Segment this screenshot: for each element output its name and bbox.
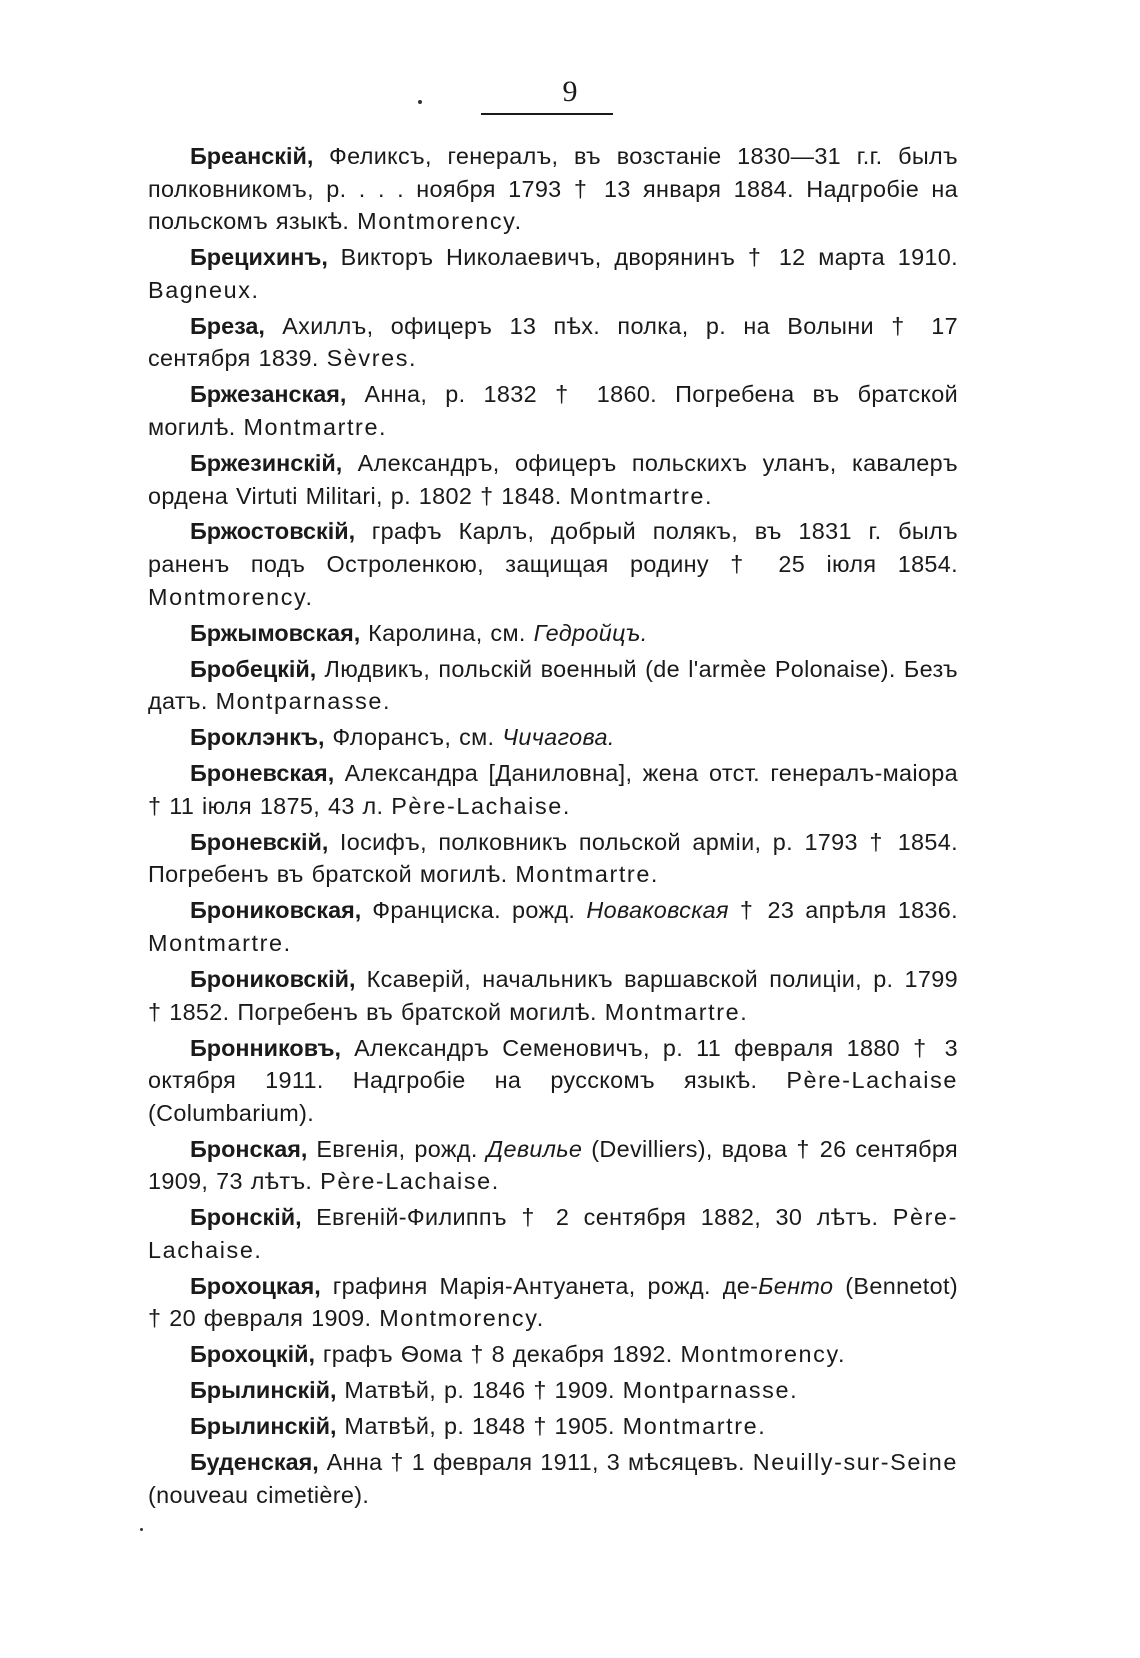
entry [148, 1410, 958, 1443]
entry-text: графиня Марія-Антуанета, рожд. де- [320, 1272, 759, 1299]
entry-cemetery: Montmartre. [515, 861, 660, 888]
entry-text: графъ Карлъ, добрый полякъ, въ 1831 г. былъ раненъ подъ Остроленкою, защищая родину † 25 іюля 1854. [148, 518, 958, 578]
entry [148, 515, 958, 613]
entry-maiden-name: Бенто [758, 1272, 834, 1299]
entry-cemetery: Montmartre. [622, 1413, 767, 1440]
print-speck [140, 1528, 143, 1531]
entry-headword: Брохоцкій, [190, 1341, 315, 1368]
entry-headword: Брецихинъ, [190, 244, 328, 271]
entry-text: † 23 апрѣля 1836. [728, 897, 958, 924]
entry-headword: Бржостовскій, [190, 518, 356, 545]
entry-text: графъ Ѳома † 8 декабря 1892. [314, 1341, 681, 1368]
entry-text: Викторъ Николаевичъ, дворянинъ † 12 марта 1910. [327, 244, 958, 271]
entry [148, 140, 958, 238]
entry-text: Александра [Даниловна], жена отст. генералъ-маіора † 11 іюля 1875, 43 л. [148, 760, 958, 819]
entry [148, 1133, 958, 1198]
entry [148, 1446, 958, 1511]
entry-maiden-name: Новаковская [586, 897, 729, 924]
entry-cemetery: Père-Lachaise. [148, 1204, 958, 1263]
entry-cemetery: Montmartre. [243, 413, 388, 440]
entry-text: (nouveau cimetière). [148, 1481, 370, 1508]
entry-headword: Брониковскій, [190, 965, 356, 992]
entry-cemetery: Montmorency. [680, 1341, 847, 1368]
entry [148, 378, 958, 443]
entry-cemetery: Sèvres. [326, 345, 418, 372]
entry-headword: Буденская, [190, 1449, 319, 1476]
entry [148, 1201, 958, 1266]
entry-headword: Бронниковъ, [190, 1034, 342, 1061]
entry-text: Матвѣй, р. 1848 † 1905. [336, 1413, 623, 1440]
entry-cross-reference: Чичагова. [502, 724, 615, 751]
entry-cemetery: Montparnasse. [215, 688, 392, 715]
entry [148, 447, 958, 512]
entry-headword: Брохоцкая, [190, 1272, 321, 1299]
entry [148, 721, 958, 754]
entry-cemetery: Père-Lachaise. [320, 1168, 500, 1195]
entry-headword: Брылинскій, [190, 1377, 337, 1404]
entry-cemetery: Montmartre. [148, 929, 292, 956]
entry-headword: Бреза, [190, 312, 265, 339]
entry-text: (Columbarium). [148, 1099, 315, 1126]
entry-headword: Броневская, [190, 760, 335, 787]
entry [148, 617, 958, 650]
entry-cemetery: Montmartre. [569, 482, 714, 509]
entry-cemetery: Neuilly-sur-Seine [752, 1449, 958, 1476]
entry-list [148, 140, 958, 1515]
entry-headword: Бробецкій, [190, 655, 317, 682]
entry-headword: Броневскій, [190, 828, 329, 855]
entry-text: Флорансъ, см. [324, 724, 503, 751]
entry-text: Александръ, офицеръ польскихъ уланъ, кавалеръ ордена Virtuti Militari, р. 1802 † 1848. [148, 449, 958, 509]
entry [148, 963, 958, 1028]
entry-text: Людвикъ, польскій военный (de l'armèe Polonaise). Безъ датъ. [148, 655, 958, 715]
print-speck [418, 100, 422, 104]
page-number: 9 [562, 75, 578, 108]
entry [148, 1270, 958, 1335]
entry-headword: Бржезинскій, [190, 449, 343, 476]
entry-headword: Бреанскій, [190, 143, 314, 169]
entry-text: Каролина, см. [360, 619, 534, 646]
entry-headword: Бронскій, [190, 1204, 302, 1231]
entry-cemetery: Montmorency. [148, 583, 314, 610]
entry-maiden-name: Девилье [486, 1135, 583, 1162]
entry-headword: Бржезанская, [190, 381, 347, 408]
entry-text: Анна, р. 1832 † 1860. Погребена въ братской могилѣ. [148, 381, 958, 440]
entry-cemetery: Montmartre. [604, 998, 749, 1025]
entry-headword: Броклэнкъ, [190, 724, 325, 751]
entry [148, 241, 958, 306]
entry-cemetery: Montparnasse. [622, 1377, 799, 1404]
entry-text: Матвѣй, р. 1846 † 1909. [336, 1377, 623, 1404]
entry-text: Іосифъ, полковникъ польской арміи, р. 1793 † 1854. Погребенъ въ братской могилѣ. [148, 828, 958, 888]
entry [148, 757, 958, 822]
entry-text: Евгеній-Филиппъ † 2 сентября 1882, 30 лѣтъ. [301, 1204, 893, 1231]
entry-headword: Брылинскій, [190, 1413, 337, 1440]
entry-cemetery: Bagneux. [148, 276, 260, 303]
entry [148, 1338, 958, 1371]
entry-text: Евгенія, рожд. [307, 1135, 487, 1162]
entry [148, 1374, 958, 1407]
page-number-rule [481, 113, 613, 115]
entry-cemetery: Père-Lachaise. [391, 792, 571, 819]
entry-headword: Брониковская, [190, 897, 362, 924]
entry-text: (Devilliers), вдова † 26 сентября 1909, 73 лѣтъ. [148, 1135, 958, 1195]
entry-cross-reference: Гедройцъ. [533, 619, 648, 646]
entry [148, 826, 958, 891]
entry-text: Феликсъ, генералъ, въ возстаніе 1830—31 г.г. былъ полковникомъ, р. . . . ноября 1793 † 13 января 1884. Надгробіе на польскомъ языкѣ. [148, 143, 958, 235]
entry-cemetery: Père-Lachaise [786, 1067, 958, 1094]
entry-text: Александръ Семеновичъ, р. 11 февраля 1880 † 3 октября 1911. Надгробіе на русскомъ языкѣ. [148, 1034, 958, 1094]
entry [148, 310, 958, 375]
entry-text: (Bennetot) † 20 февраля 1909. [148, 1272, 958, 1332]
entry-headword: Бронская, [190, 1135, 308, 1162]
entry-text: Анна † 1 февраля 1911, 3 мѣсяцевъ. [318, 1449, 753, 1476]
entry [148, 1032, 958, 1130]
entry-cemetery: Montmorency. [357, 208, 523, 235]
entry-text: Ахиллъ, офицеръ 13 пѣх. полка, р. на Волыни † 17 сентября 1839. [148, 312, 958, 372]
entry [148, 653, 958, 718]
entry [148, 894, 958, 959]
entry-text: Ксаверій, начальникъ варшавской полиціи, р. 1799 † 1852. Погребенъ въ братской могилѣ. [148, 965, 958, 1025]
entry-cemetery: Montmorency. [379, 1305, 545, 1332]
entry-headword: Бржымовская, [190, 619, 361, 646]
entry-text: Франциска. рожд. [361, 897, 587, 924]
